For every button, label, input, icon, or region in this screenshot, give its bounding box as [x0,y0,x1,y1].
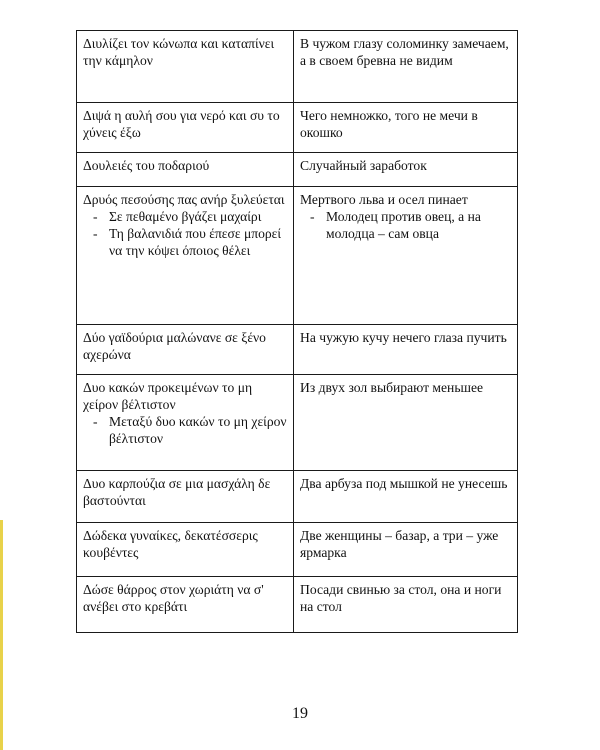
russian-equivalent-cell [294,325,518,375]
russian-equivalent: Случайный заработок [300,158,427,173]
table-row [77,577,518,633]
russian-equivalent-cell [294,471,518,523]
table-row [77,471,518,523]
greek-variant: - Μεταξύ δυο κακών το μη χείρον βέλτιστον [83,413,287,447]
greek-proverb-cell [77,577,294,633]
greek-proverb-cell [77,31,294,103]
russian-equivalent-cell [294,375,518,471]
table-row [77,523,518,577]
russian-equivalent-cell [294,523,518,577]
russian-equivalent-cell [294,153,518,187]
greek-proverb: Δύο γαϊδούρια μαλώνανε σε ξένο αχερώνα [83,330,266,362]
table-row [77,187,518,325]
page-number: 19 [292,705,308,722]
russian-variant: - Молодец против овец, а на молодца – сам овца [300,208,511,242]
greek-proverb: Διψά η αυλή σου για νερό και συ το χύνεις έξω [83,108,280,140]
greek-proverb-cell [77,103,294,153]
greek-proverb: Δώδεκα γυναίκες, δεκατέσσερις κουβέντες [83,528,258,560]
table-row [77,153,518,187]
greek-proverb: Δυο καρπούζια σε μια μασχάλη δε βαστούνται [83,476,271,508]
proverb-table [76,30,518,633]
russian-equivalent-cell [294,187,518,325]
russian-equivalent: Две женщины – базар, а три – уже ярмарка [300,528,499,560]
greek-proverb-cell [77,187,294,325]
greek-variant-list [83,208,287,259]
greek-proverb-cell [77,375,294,471]
russian-equivalent-cell [294,577,518,633]
greek-proverb: Δουλειές του ποδαριού [83,158,210,173]
russian-equivalent-cell [294,31,518,103]
table-row [77,103,518,153]
greek-proverb-cell [77,471,294,523]
greek-proverb-cell [77,153,294,187]
greek-proverb-cell [77,325,294,375]
greek-proverb: Δυο κακών προκειμένων το μη χείρον βέλτιστον [83,380,253,412]
russian-equivalent: Два арбуза под мышкой не унесешь [300,476,508,491]
greek-proverb: Διυλίζει τον κώνωπα και καταπίνει την κάμηλον [83,36,275,68]
russian-equivalent: В чужом глазу соломинку замечаем, а в своем бревна не видим [300,36,509,68]
greek-proverb-cell [77,523,294,577]
russian-variant-list [300,208,511,242]
greek-variant-list [83,413,287,447]
greek-proverb: Δρυός πεσούσης πας ανήρ ξυλεύεται [83,192,285,207]
table-row [77,31,518,103]
greek-variant: - Σε πεθαμένο βγάζει μαχαίρι [83,208,287,225]
greek-proverb: Δώσε θάρρος στον χωριάτη να σ' ανέβει στο κρεβάτι [83,582,264,614]
russian-equivalent: Посади свинью за стол, она и ноги на стол [300,582,502,614]
table-row [77,375,518,471]
greek-variant: - Τη βαλανιδιά που έπεσε μπορεί να την κόψει όποιος θέλει [83,225,287,259]
russian-equivalent: Из двух зол выбирают меньшее [300,380,484,395]
table-row [77,325,518,375]
russian-equivalent: Чего немножко, того не мечи в окошко [300,108,478,140]
russian-equivalent: Мертвого льва и осел пинает [300,192,468,207]
russian-equivalent-cell [294,103,518,153]
russian-equivalent: На чужую кучу нечего глаза пучить [300,330,507,345]
